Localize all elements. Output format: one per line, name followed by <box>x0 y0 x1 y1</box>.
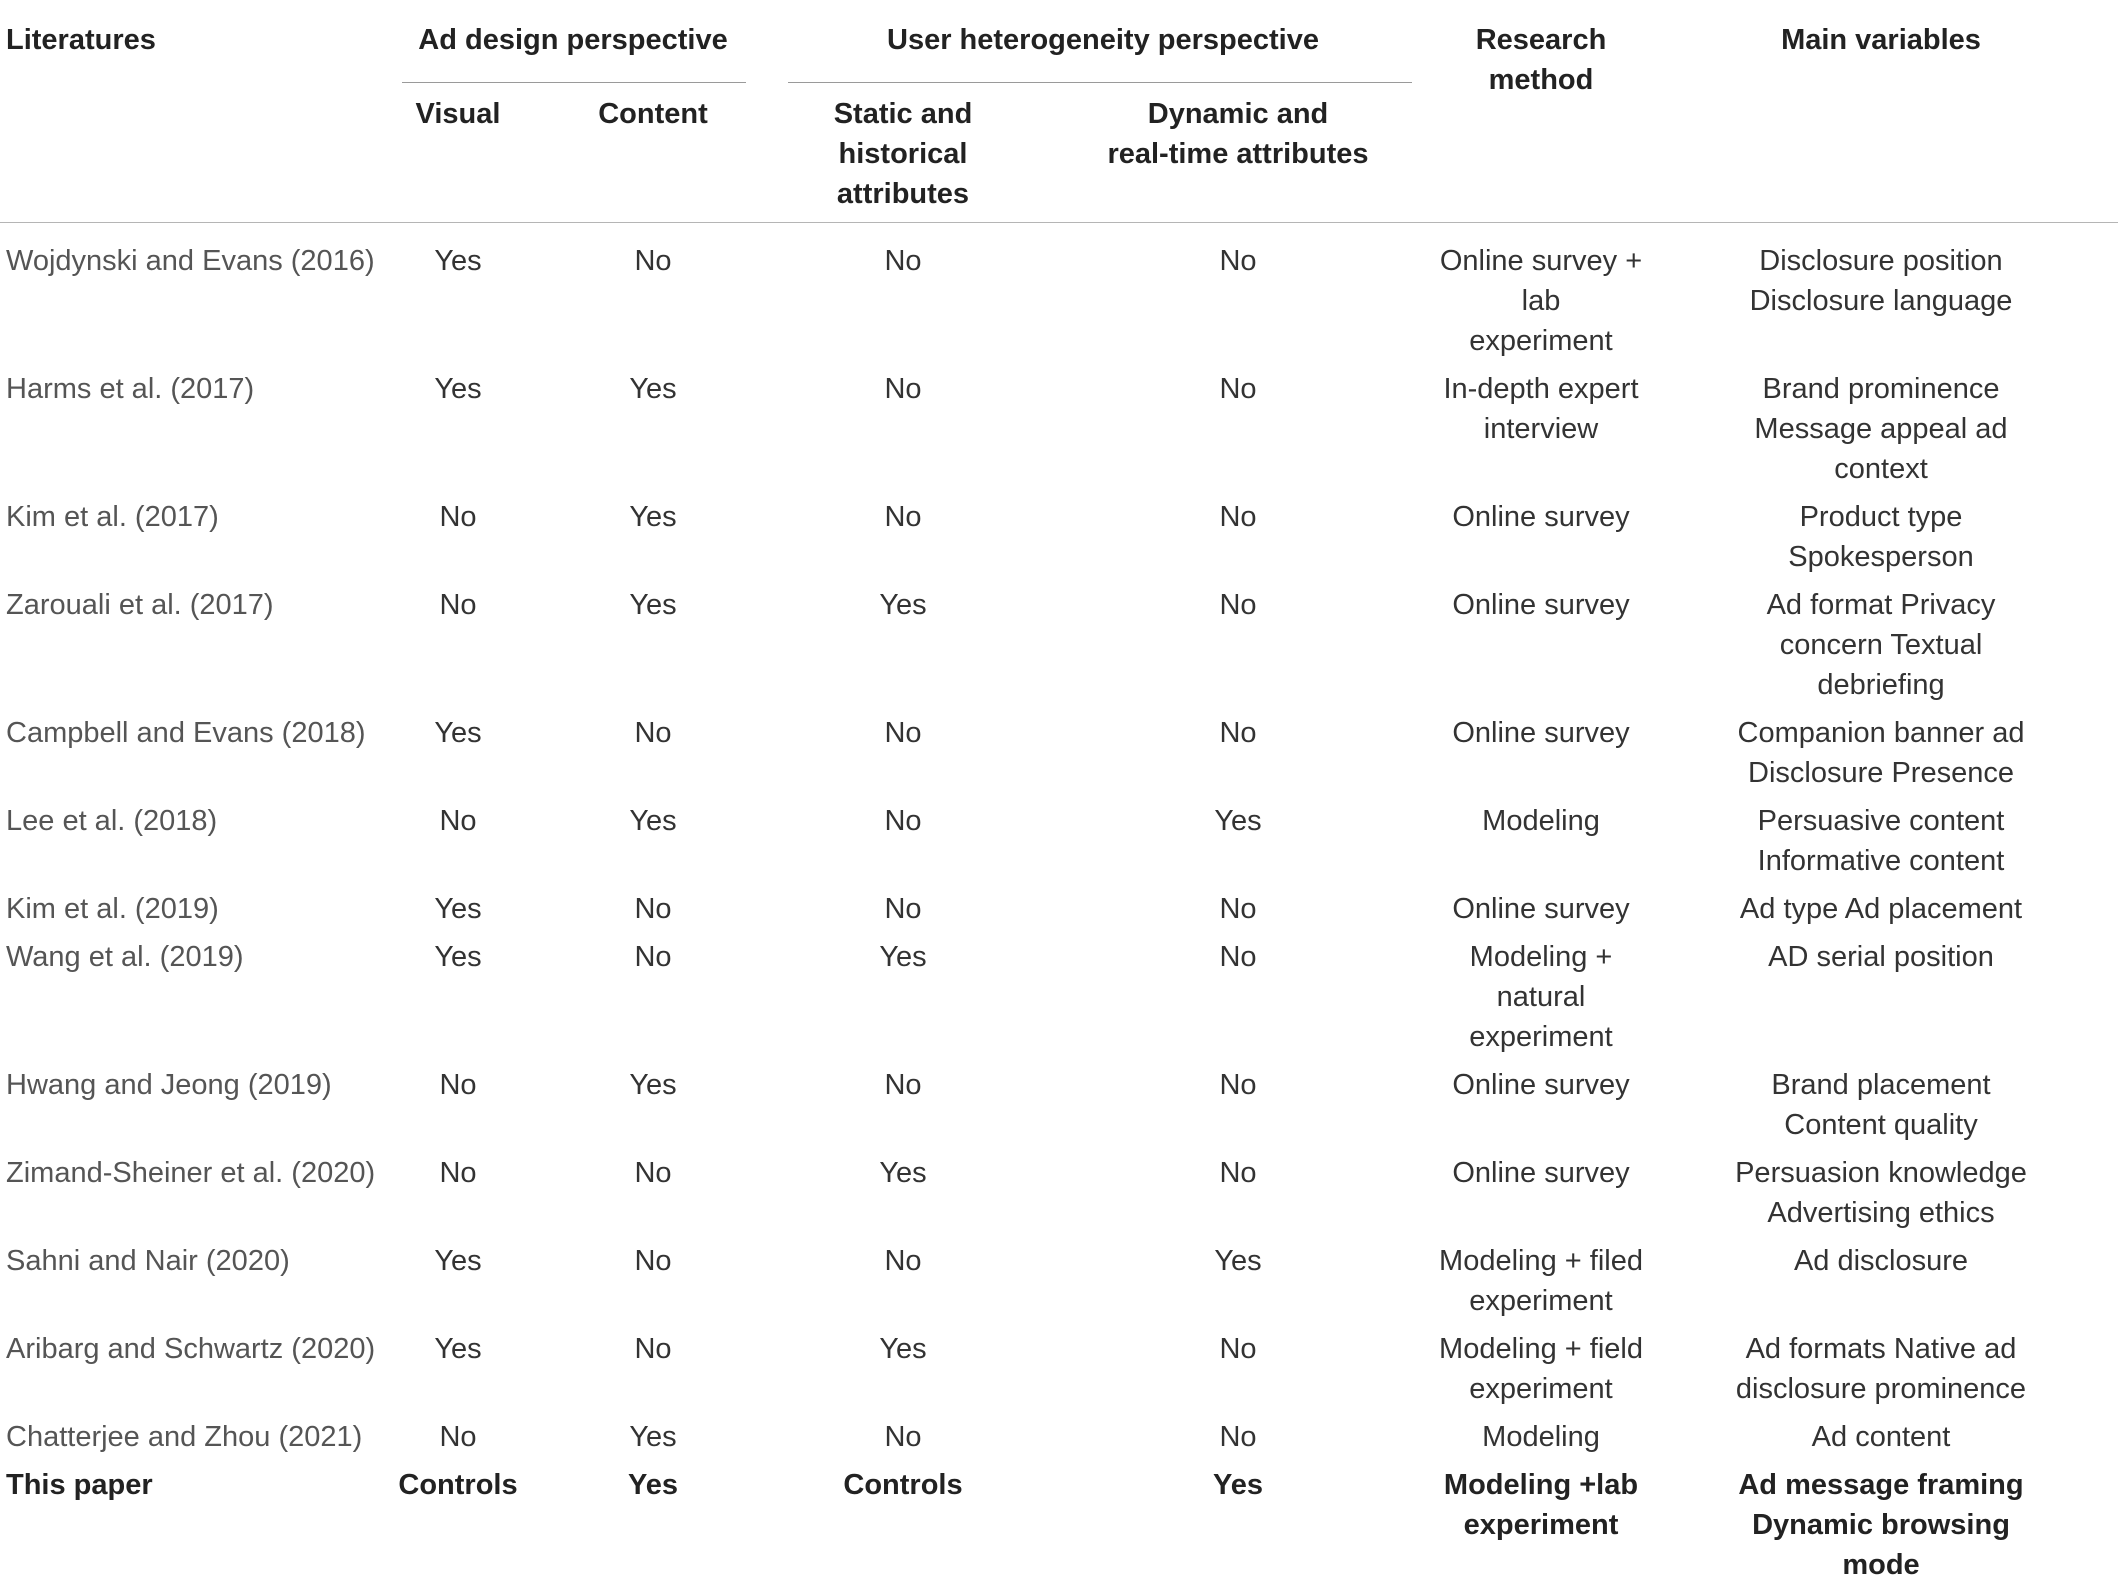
header-main-variables: Main variables <box>1644 0 2118 223</box>
cell-research-method <box>1438 889 1644 937</box>
cell-static-attributes: No <box>768 223 1038 370</box>
cell-dynamic-attributes: No <box>1038 1153 1438 1241</box>
cell-content: No <box>538 713 768 801</box>
cell-content: No <box>538 1241 768 1329</box>
cell-dynamic-attributes: No <box>1038 497 1438 585</box>
cell-literature: Aribarg and Schwartz (2020) <box>0 1329 378 1417</box>
cell-research-method <box>1438 497 1644 585</box>
cell-main-variables <box>1644 497 2118 585</box>
cell-research-method-line: experiment <box>1438 1505 1644 1545</box>
cell-literature: Wang et al. (2019) <box>0 937 378 1065</box>
cell-dynamic-attributes: No <box>1038 223 1438 370</box>
cell-research-method <box>1438 1465 1644 1593</box>
cell-research-method <box>1438 369 1644 497</box>
cell-literature: Zimand-Sheiner et al. (2020) <box>0 1153 378 1241</box>
header-dynamic-line1: Dynamic and <box>1039 94 1437 134</box>
header-ad-design-perspective: Ad design perspective <box>378 0 768 78</box>
cell-visual: Yes <box>378 937 538 1065</box>
cell-main-variables-line: Persuasive content <box>1644 801 2118 841</box>
cell-content: Yes <box>538 585 768 713</box>
cell-dynamic-attributes: No <box>1038 1417 1438 1465</box>
table-row <box>0 1153 2118 1241</box>
header-visual: Visual <box>378 78 538 223</box>
cell-static-attributes: No <box>768 369 1038 497</box>
cell-literature: Zarouali et al. (2017) <box>0 585 378 713</box>
cell-main-variables <box>1644 585 2118 713</box>
cell-literature: Kim et al. (2019) <box>0 889 378 937</box>
cell-static-attributes: Yes <box>768 585 1038 713</box>
cell-literature: Sahni and Nair (2020) <box>0 1241 378 1329</box>
cell-research-method-line: Online survey <box>1438 1065 1644 1105</box>
cell-main-variables <box>1644 713 2118 801</box>
table-row <box>0 937 2118 1065</box>
cell-main-variables <box>1644 937 2118 1065</box>
cell-content: Yes <box>538 1065 768 1153</box>
cell-literature: Kim et al. (2017) <box>0 497 378 585</box>
cell-literature: Campbell and Evans (2018) <box>0 713 378 801</box>
table-row <box>0 889 2118 937</box>
cell-dynamic-attributes: No <box>1038 1329 1438 1417</box>
cell-dynamic-attributes: No <box>1038 1065 1438 1153</box>
cell-main-variables-line: Spokesperson <box>1644 537 2118 577</box>
cell-main-variables-line: Informative content <box>1644 841 2118 881</box>
cell-research-method <box>1438 1241 1644 1329</box>
cell-main-variables <box>1644 1241 2118 1329</box>
table-row <box>0 1465 2118 1593</box>
cell-research-method <box>1438 223 1644 370</box>
cell-visual: Controls <box>378 1465 538 1593</box>
cell-static-attributes: No <box>768 1417 1038 1465</box>
cell-static-attributes: No <box>768 1241 1038 1329</box>
cell-main-variables <box>1644 1065 2118 1153</box>
cell-visual: No <box>378 1417 538 1465</box>
cell-dynamic-attributes: No <box>1038 889 1438 937</box>
cell-research-method-line: Modeling +lab <box>1438 1465 1644 1505</box>
cell-static-attributes: No <box>768 1065 1038 1153</box>
cell-content: Yes <box>538 369 768 497</box>
cell-research-method <box>1438 1153 1644 1241</box>
cell-research-method-line: In-depth expert <box>1438 369 1644 409</box>
cell-research-method-line: experiment <box>1438 321 1644 361</box>
cell-research-method-line: Online survey <box>1438 497 1644 537</box>
cell-research-method-line: Online survey <box>1438 585 1644 625</box>
table-row <box>0 801 2118 889</box>
cell-static-attributes: Yes <box>768 937 1038 1065</box>
cell-literature: Hwang and Jeong (2019) <box>0 1065 378 1153</box>
cell-main-variables-line: Brand placement <box>1644 1065 2118 1105</box>
cell-literature: Chatterjee and Zhou (2021) <box>0 1417 378 1465</box>
cell-research-method-line: experiment <box>1438 1281 1644 1321</box>
header-static-line2: attributes <box>769 174 1037 214</box>
cell-content: No <box>538 937 768 1065</box>
cell-main-variables-line: Ad content <box>1644 1417 2118 1457</box>
cell-main-variables-line: Dynamic browsing <box>1644 1505 2118 1545</box>
cell-main-variables <box>1644 889 2118 937</box>
cell-static-attributes: No <box>768 713 1038 801</box>
cell-main-variables-line: AD serial position <box>1644 937 2118 977</box>
cell-content: Yes <box>538 1417 768 1465</box>
cell-visual: No <box>378 1065 538 1153</box>
header-static-historical-attributes <box>768 78 1038 223</box>
cell-main-variables <box>1644 369 2118 497</box>
cell-main-variables-line: Ad disclosure <box>1644 1241 2118 1281</box>
cell-main-variables-line: concern Textual <box>1644 625 2118 665</box>
cell-static-attributes: Yes <box>768 1329 1038 1417</box>
cell-research-method <box>1438 801 1644 889</box>
cell-visual: No <box>378 497 538 585</box>
cell-main-variables-line: Ad message framing <box>1644 1465 2118 1505</box>
cell-visual: Yes <box>378 1329 538 1417</box>
cell-visual: No <box>378 801 538 889</box>
table-row <box>0 713 2118 801</box>
cell-main-variables-line: Disclosure position <box>1644 241 2118 281</box>
table-body <box>0 223 2118 1593</box>
cell-main-variables-line: Advertising ethics <box>1644 1193 2118 1233</box>
cell-visual: No <box>378 585 538 713</box>
cell-research-method-line: Modeling + natural <box>1438 937 1644 1017</box>
cell-main-variables <box>1644 1417 2118 1465</box>
table-row <box>0 1329 2118 1417</box>
cell-literature: Lee et al. (2018) <box>0 801 378 889</box>
table-row <box>0 1417 2118 1465</box>
cell-dynamic-attributes: Yes <box>1038 1241 1438 1329</box>
cell-research-method-line: Modeling + filed <box>1438 1241 1644 1281</box>
cell-dynamic-attributes: No <box>1038 937 1438 1065</box>
header-user-heterogeneity-perspective: User heterogeneity perspective <box>768 0 1438 78</box>
cell-main-variables-line: debriefing <box>1644 665 2118 705</box>
cell-main-variables-line: Companion banner ad <box>1644 713 2118 753</box>
cell-visual: Yes <box>378 713 538 801</box>
cell-main-variables-line: Disclosure language <box>1644 281 2118 321</box>
cell-research-method-line: Modeling <box>1438 1417 1644 1457</box>
cell-literature: Wojdynski and Evans (2016) <box>0 223 378 370</box>
cell-main-variables-line: Ad formats Native ad <box>1644 1329 2118 1369</box>
cell-main-variables-line: Ad format Privacy <box>1644 585 2118 625</box>
cell-static-attributes: Yes <box>768 1153 1038 1241</box>
cell-research-method <box>1438 713 1644 801</box>
table-row <box>0 369 2118 497</box>
cell-visual: Yes <box>378 889 538 937</box>
cell-literature: This paper <box>0 1465 378 1593</box>
cell-research-method <box>1438 1065 1644 1153</box>
cell-main-variables <box>1644 1329 2118 1417</box>
cell-static-attributes: Controls <box>768 1465 1038 1593</box>
cell-main-variables-line: Message appeal ad <box>1644 409 2118 449</box>
cell-dynamic-attributes: No <box>1038 585 1438 713</box>
cell-research-method-line: Modeling <box>1438 801 1644 841</box>
cell-literature: Harms et al. (2017) <box>0 369 378 497</box>
cell-research-method-line: Online survey + lab <box>1438 241 1644 321</box>
header-literatures: Literatures <box>0 0 378 223</box>
cell-research-method-line: interview <box>1438 409 1644 449</box>
cell-main-variables-line: Content quality <box>1644 1105 2118 1145</box>
cell-static-attributes: No <box>768 889 1038 937</box>
table-row <box>0 1065 2118 1153</box>
table-row <box>0 1241 2118 1329</box>
table-row <box>0 223 2118 370</box>
cell-content: Yes <box>538 801 768 889</box>
cell-content: Yes <box>538 1465 768 1593</box>
header-dynamic-realtime-attributes <box>1038 78 1438 223</box>
cell-main-variables-line: context <box>1644 449 2118 489</box>
cell-static-attributes: No <box>768 497 1038 585</box>
cell-research-method-line: Online survey <box>1438 1153 1644 1193</box>
cell-main-variables-line: Ad type Ad placement <box>1644 889 2118 929</box>
cell-content: No <box>538 1329 768 1417</box>
cell-static-attributes: No <box>768 801 1038 889</box>
cell-dynamic-attributes: Yes <box>1038 801 1438 889</box>
header-static-line1: Static and historical <box>769 94 1037 174</box>
cell-research-method-line: Modeling + field <box>1438 1329 1644 1369</box>
cell-research-method-line: experiment <box>1438 1017 1644 1057</box>
header-research-method: Research method <box>1438 0 1644 223</box>
cell-main-variables <box>1644 223 2118 370</box>
cell-content: Yes <box>538 497 768 585</box>
cell-research-method-line: Online survey <box>1438 889 1644 929</box>
cell-research-method <box>1438 1417 1644 1465</box>
table-row <box>0 585 2118 713</box>
cell-research-method <box>1438 1329 1644 1417</box>
cell-research-method <box>1438 937 1644 1065</box>
cell-research-method <box>1438 585 1644 713</box>
cell-main-variables-line: mode <box>1644 1545 2118 1585</box>
cell-visual: No <box>378 1153 538 1241</box>
table-row <box>0 497 2118 585</box>
cell-main-variables-line: Product type <box>1644 497 2118 537</box>
cell-main-variables <box>1644 801 2118 889</box>
cell-main-variables <box>1644 1465 2118 1593</box>
header-content: Content <box>538 78 768 223</box>
cell-dynamic-attributes: No <box>1038 369 1438 497</box>
cell-main-variables-line: disclosure prominence <box>1644 1369 2118 1409</box>
cell-visual: Yes <box>378 369 538 497</box>
cell-content: No <box>538 223 768 370</box>
cell-main-variables-line: Disclosure Presence <box>1644 753 2118 793</box>
cell-visual: Yes <box>378 1241 538 1329</box>
header-dynamic-line2: real-time attributes <box>1039 134 1437 174</box>
cell-visual: Yes <box>378 223 538 370</box>
cell-main-variables-line: Brand prominence <box>1644 369 2118 409</box>
cell-content: No <box>538 889 768 937</box>
cell-content: No <box>538 1153 768 1241</box>
cell-research-method-line: Online survey <box>1438 713 1644 753</box>
cell-dynamic-attributes: Yes <box>1038 1465 1438 1593</box>
cell-main-variables-line: Persuasion knowledge <box>1644 1153 2118 1193</box>
cell-main-variables <box>1644 1153 2118 1241</box>
cell-dynamic-attributes: No <box>1038 713 1438 801</box>
cell-research-method-line: experiment <box>1438 1369 1644 1409</box>
